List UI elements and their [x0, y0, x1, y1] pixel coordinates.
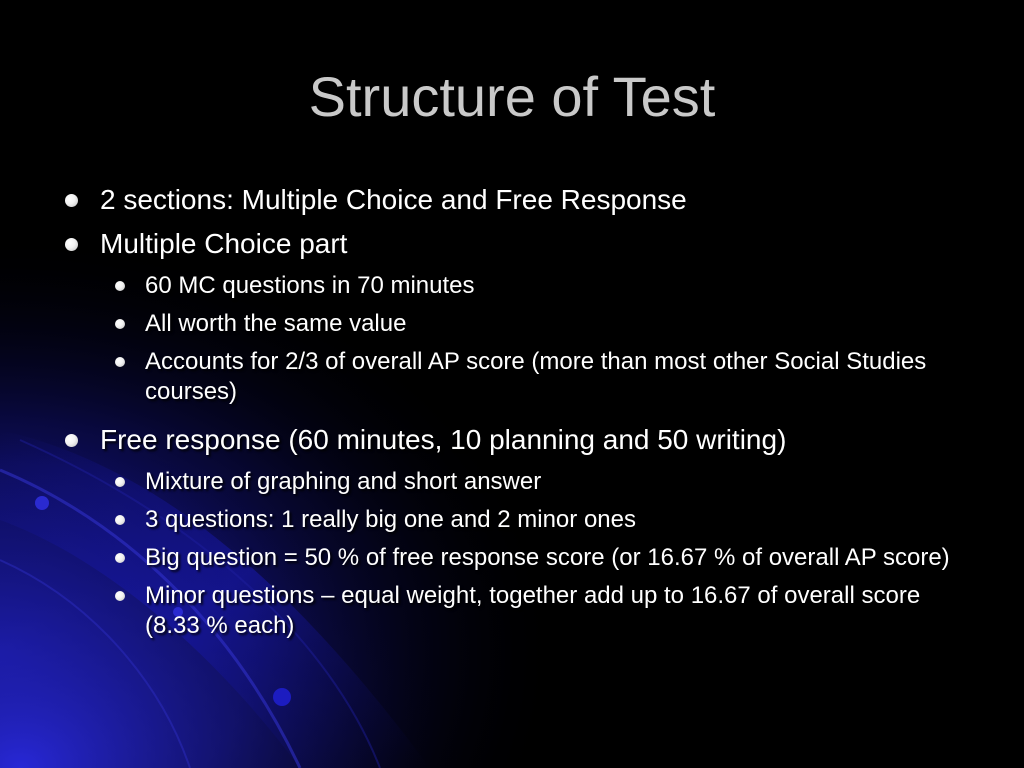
sub-bullet-item: [62, 543, 962, 573]
bullet-dot-icon: [115, 319, 125, 329]
sub-bullet-text: 3 questions: 1 really big one and 2 minor ones: [145, 506, 636, 533]
bullet-dot-icon: [115, 477, 125, 487]
sub-bullet-item: [62, 581, 962, 641]
bullet-item: [62, 227, 962, 261]
bullet-dot-icon: [65, 434, 78, 447]
bullet-dot-icon: [115, 281, 125, 291]
sub-bullet-text: All worth the same value: [145, 310, 407, 337]
sub-bullet-item: [62, 309, 962, 339]
sub-bullet-text: 60 MC questions in 70 minutes: [145, 272, 475, 299]
bullet-item: [62, 423, 962, 457]
slide-title: Structure of Test: [308, 65, 716, 128]
bullet-list: [62, 183, 962, 649]
bullet-dot-icon: [115, 515, 125, 525]
bullet-text: 2 sections: Multiple Choice and Free Response: [100, 184, 687, 215]
sub-bullet-text: Mixture of graphing and short answer: [145, 468, 542, 495]
sub-bullet-item: [62, 467, 962, 497]
sub-bullet-text: Minor questions – equal weight, together add up to 16.67 of overall score (8.33 % each): [145, 582, 921, 639]
bullet-text: Free response (60 minutes, 10 planning and 50 writing): [100, 424, 787, 455]
sub-bullet-item: [62, 347, 962, 407]
sub-bullet-text: Big question = 50 % of free response score (or 16.67 % of overall AP score): [145, 544, 950, 571]
bullet-text: Multiple Choice part: [100, 228, 348, 259]
decor-dot-3: [273, 688, 291, 706]
bullet-dot-icon: [115, 357, 125, 367]
sub-bullet-item: [62, 505, 962, 535]
bullet-dot-icon: [65, 194, 78, 207]
bullet-dot-icon: [65, 238, 78, 251]
bullet-dot-icon: [115, 553, 125, 563]
bullet-dot-icon: [115, 591, 125, 601]
sub-bullet-item: [62, 271, 962, 301]
sub-bullet-text: Accounts for 2/3 of overall AP score (more than most other Social Studies courses): [145, 348, 927, 405]
decor-dot-1: [35, 496, 49, 510]
bullet-item: [62, 183, 962, 217]
